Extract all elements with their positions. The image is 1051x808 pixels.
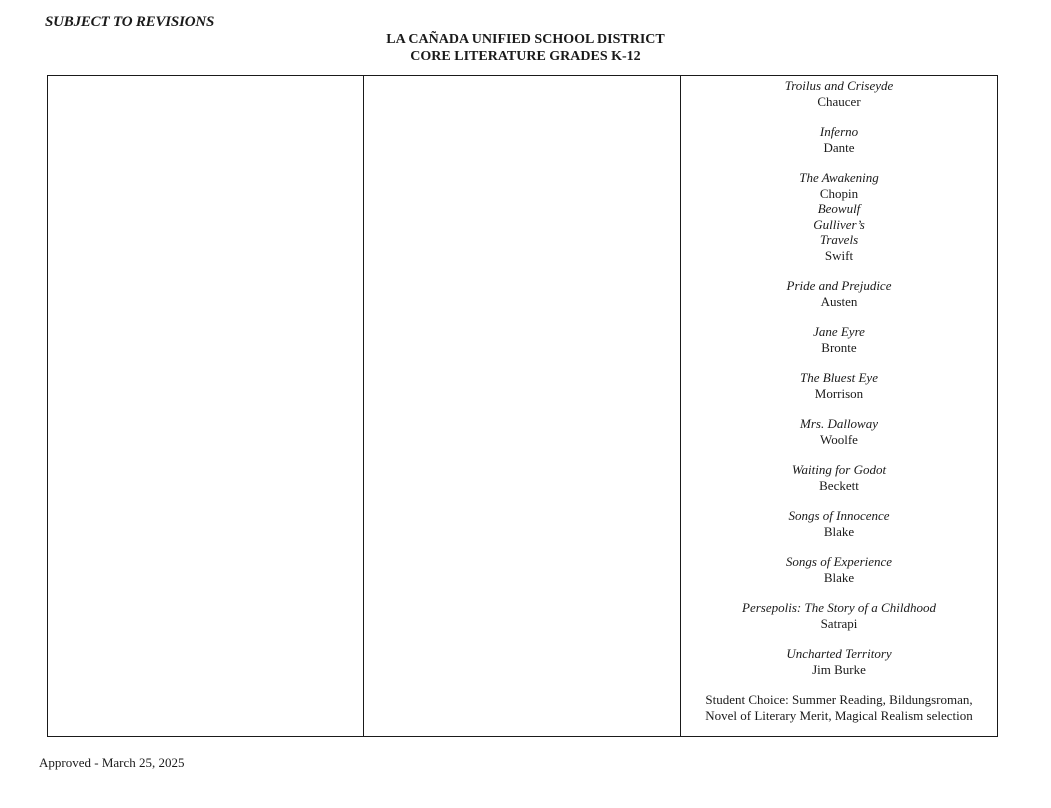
work-author: Chaucer	[817, 93, 861, 109]
literature-table	[47, 75, 998, 737]
work-title: Gulliver’s	[813, 216, 865, 232]
work-title: Troilus and Criseyde	[784, 78, 894, 93]
work-author: Blake	[823, 523, 855, 539]
work-title: Travels	[819, 232, 859, 247]
work-title: Persepolis: The Story of a Childhood	[742, 600, 936, 615]
work-title: Pride and Prejudice	[786, 278, 892, 293]
table-column-3	[681, 76, 997, 736]
work-author: Satrapi	[820, 615, 858, 631]
list-item	[681, 278, 997, 309]
work-title: The Bluest Eye	[800, 370, 878, 385]
work-title: Inferno	[819, 124, 859, 139]
work-author: Jim Burke	[812, 661, 866, 677]
work-author: Morrison	[814, 385, 864, 401]
work-title: The Awakening	[799, 170, 879, 185]
work-author: Chopin	[819, 185, 859, 201]
approval-date: Approved - March 25, 2025	[39, 755, 185, 770]
list-item	[681, 462, 997, 493]
work-author: Blake	[823, 569, 855, 585]
document-header	[0, 31, 1051, 65]
list-item	[681, 600, 997, 631]
work-title: Mrs. Dalloway	[800, 416, 878, 431]
work-title: Songs of Experience	[785, 554, 893, 569]
work-title: Waiting for Godot	[791, 462, 887, 477]
work-author: Austen	[820, 293, 858, 309]
work-title: Uncharted Territory	[786, 646, 892, 661]
list-item	[681, 508, 997, 539]
district-title: LA CAÑADA UNIFIED SCHOOL DISTRICT	[386, 32, 665, 47]
list-item	[681, 324, 997, 355]
work-author: Bronte	[821, 339, 857, 355]
list-item	[681, 646, 997, 677]
table-column-1	[48, 76, 364, 736]
list-item	[681, 78, 997, 109]
work-author: Dante	[823, 139, 855, 155]
work-title: Songs of Innocence	[788, 508, 890, 523]
work-author: Woolfe	[820, 431, 858, 447]
table-column-2	[364, 76, 681, 736]
work-author: Swift	[824, 247, 854, 263]
list-item	[681, 170, 997, 263]
work-title: Beowulf	[817, 201, 861, 216]
revisions-note: SUBJECT TO REVISIONS	[45, 14, 215, 30]
document-subtitle: CORE LITERATURE GRADES K-12	[410, 49, 641, 64]
list-item	[681, 124, 997, 155]
list-item	[681, 554, 997, 585]
work-title: Jane Eyre	[813, 324, 865, 339]
list-item	[681, 416, 997, 447]
work-author: Beckett	[819, 477, 859, 493]
student-choice-note: Student Choice: Summer Reading, Bildungsroman, Novel of Literary Merit, Magical Realism selection	[705, 692, 973, 723]
list-item	[681, 370, 997, 401]
